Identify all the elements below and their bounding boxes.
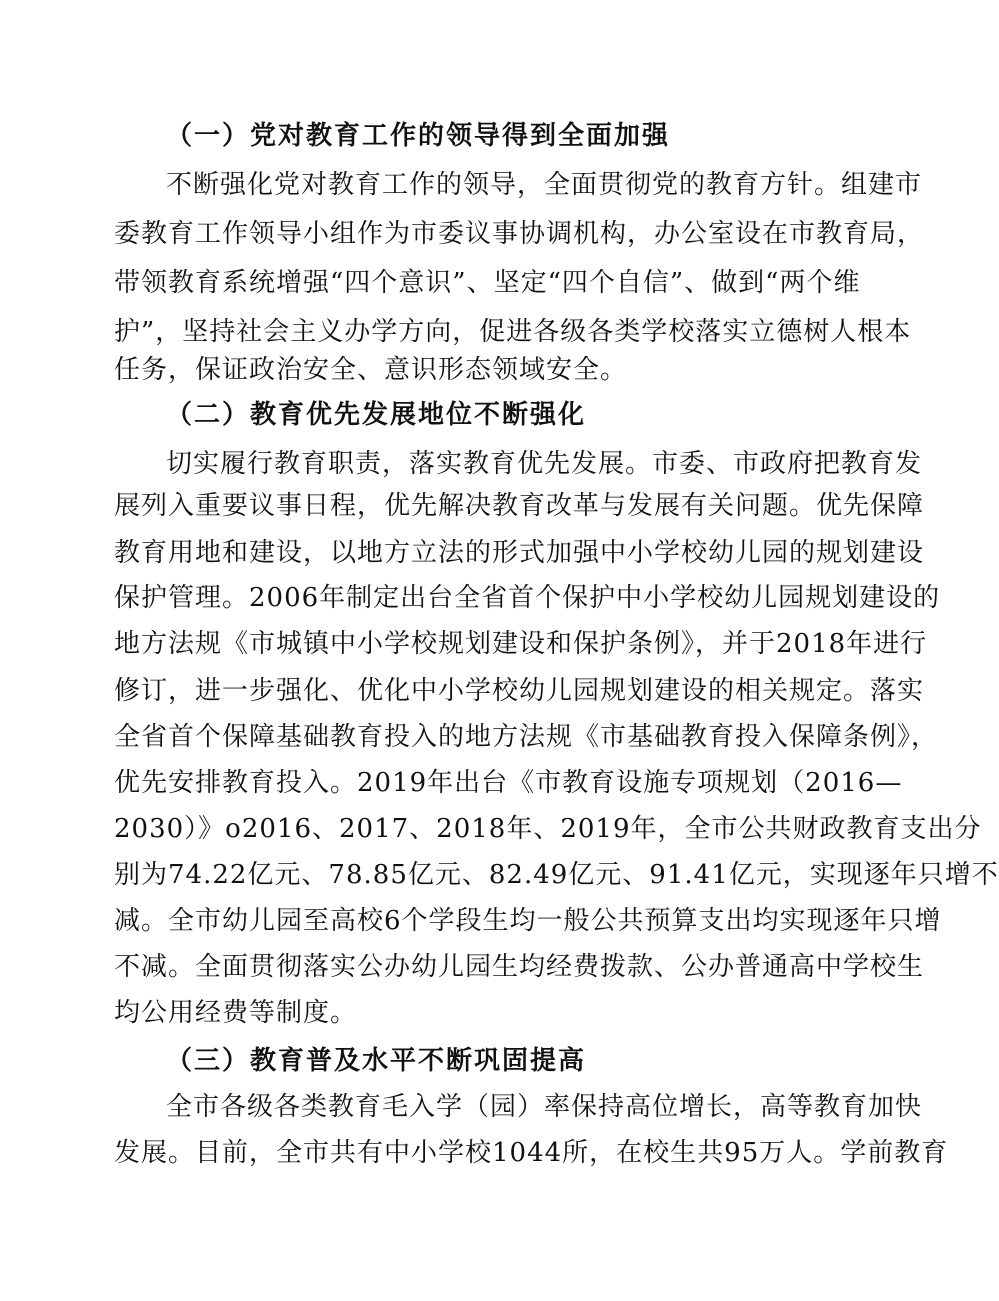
paragraph-line: 全市各级各类教育毛入学（园）率保持高位增长，高等教育加快: [166, 1092, 923, 1122]
section-heading-3: （三）教育普及水平不断巩固提高: [166, 1046, 587, 1076]
paragraph-line: 修订，进一步强化、优化中小学校幼儿园规划建设的相关规定。落实: [114, 676, 925, 706]
paragraph-line: 带领教育系统增强“四个意识”、坚定“四个自信”、做到“两个维: [114, 268, 861, 298]
paragraph-line: 不断强化党对教育工作的领导，全面贯彻党的教育方针。组建市: [166, 170, 923, 200]
paragraph-line: 保护管理。2006年制定出台全省首个保护中小学校幼儿园规划建设的: [114, 583, 941, 613]
paragraph-line: 委教育工作领导小组作为市委议事协调机构，办公室设在市教育局，: [114, 219, 925, 249]
paragraph-line: 展列入重要议事日程，优先解决教育改革与发展有关问题。优先保障: [114, 491, 925, 521]
paragraph-line: 别为74.22亿元、78.85亿元、82.49亿元、91.41亿元，实现逐年只增不: [114, 860, 999, 890]
section-heading-2: （二）教育优先发展地位不断强化: [166, 400, 587, 430]
paragraph-line: 地方法规《市城镇中小学校规划建设和保护条例》，并于2018年进行: [114, 629, 928, 659]
paragraph-line: 2030）》o2016、2017、2018年、2019年，全市公共财政教育支出分: [114, 814, 982, 844]
paragraph-line: 均公用经费等制度。: [114, 998, 358, 1028]
paragraph-line: 发展。目前，全市共有中小学校1044所，在校生共95万人。学前教育: [114, 1138, 949, 1168]
paragraph-line: 减。全市幼儿园至高校6个学段生均一般公共预算支出均实现逐年只增: [114, 906, 942, 936]
paragraph-line: 全省首个保障基础教育投入的地方法规《市基础教育投入保障条例》，: [114, 722, 939, 752]
paragraph-line: 优先安排教育投入。2019年出台《市教育设施专项规划（2016—: [114, 768, 903, 798]
paragraph-line: 任务，保证政治安全、意识形态领域安全。: [114, 355, 628, 385]
paragraph-line: 不减。全面贯彻落实公办幼儿园生均经费拨款、公办普通高中学校生: [114, 952, 925, 982]
section-heading-1: （一）党对教育工作的领导得到全面加强: [166, 121, 671, 151]
paragraph-line: 切实履行教育职责，落实教育优先发展。市委、市政府把教育发: [166, 449, 923, 479]
paragraph-line: 护”，坚持社会主义办学方向，促进各级各类学校落实立德树人根本: [114, 317, 912, 347]
paragraph-line: 教育用地和建设，以地方立法的形式加强中小学校幼儿园的规划建设: [114, 538, 925, 568]
